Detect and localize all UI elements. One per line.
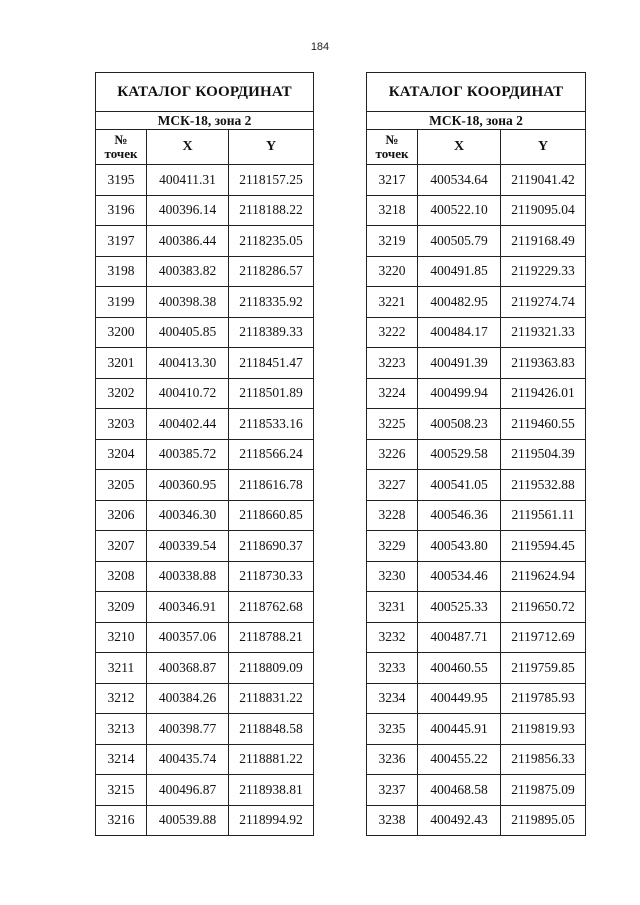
- table-row: [367, 470, 586, 501]
- y-coordinate-cell: 2118389.33: [229, 317, 314, 348]
- page-number: 184: [310, 41, 330, 53]
- catalog-title: КАТАЛОГ КООРДИНАТ: [96, 73, 314, 112]
- point-number-cell: 3228: [367, 500, 418, 531]
- point-number-cell: 3205: [96, 470, 147, 501]
- point-number-cell: 3232: [367, 622, 418, 653]
- x-coordinate-cell: 400487.71: [418, 622, 501, 653]
- y-coordinate-cell: 2119229.33: [501, 256, 586, 287]
- table-row: [96, 348, 314, 379]
- column-header-y: Y: [501, 130, 586, 165]
- y-coordinate-cell: 2119759.85: [501, 653, 586, 684]
- point-number-cell: 3203: [96, 409, 147, 440]
- x-coordinate-cell: 400534.46: [418, 561, 501, 592]
- y-coordinate-cell: 2118616.78: [229, 470, 314, 501]
- y-coordinate-cell: 2118881.22: [229, 744, 314, 775]
- y-coordinate-cell: 2119594.45: [501, 531, 586, 562]
- point-number-word: точек: [375, 146, 409, 161]
- y-coordinate-cell: 2118286.57: [229, 256, 314, 287]
- y-coordinate-cell: 2118235.05: [229, 226, 314, 257]
- x-coordinate-cell: 400546.36: [418, 500, 501, 531]
- table-row: [367, 287, 586, 318]
- table-row: [367, 592, 586, 623]
- x-coordinate-cell: 400525.33: [418, 592, 501, 623]
- y-coordinate-cell: 2118157.25: [229, 165, 314, 196]
- table-row: [367, 348, 586, 379]
- point-number-cell: 3200: [96, 317, 147, 348]
- x-coordinate-cell: 400460.55: [418, 653, 501, 684]
- point-number-cell: 3197: [96, 226, 147, 257]
- x-coordinate-cell: 400405.85: [147, 317, 229, 348]
- x-coordinate-cell: 400484.17: [418, 317, 501, 348]
- y-coordinate-cell: 2118690.37: [229, 531, 314, 562]
- table-row: [367, 744, 586, 775]
- point-number-cell: 3229: [367, 531, 418, 562]
- point-number-cell: 3216: [96, 805, 147, 836]
- table-row: [96, 744, 314, 775]
- table-row: [96, 165, 314, 196]
- point-number-cell: 3220: [367, 256, 418, 287]
- table-row: [96, 561, 314, 592]
- point-number-symbol: №: [385, 132, 399, 147]
- point-number-cell: 3214: [96, 744, 147, 775]
- x-coordinate-cell: 400455.22: [418, 744, 501, 775]
- table-row: [96, 226, 314, 257]
- x-coordinate-cell: 400346.30: [147, 500, 229, 531]
- point-number-cell: 3202: [96, 378, 147, 409]
- y-coordinate-cell: 2118762.68: [229, 592, 314, 623]
- x-coordinate-cell: 400360.95: [147, 470, 229, 501]
- x-coordinate-cell: 400534.64: [418, 165, 501, 196]
- point-number-cell: 3237: [367, 775, 418, 806]
- table-row: [367, 653, 586, 684]
- point-number-cell: 3207: [96, 531, 147, 562]
- point-number-cell: 3225: [367, 409, 418, 440]
- x-coordinate-cell: 400449.95: [418, 683, 501, 714]
- y-coordinate-cell: 2119460.55: [501, 409, 586, 440]
- x-coordinate-cell: 400543.80: [418, 531, 501, 562]
- x-coordinate-cell: 400339.54: [147, 531, 229, 562]
- x-coordinate-cell: 400385.72: [147, 439, 229, 470]
- table-row: [96, 683, 314, 714]
- point-number-cell: 3234: [367, 683, 418, 714]
- coordinate-system-subtitle: МСК-18, зона 2: [96, 112, 314, 130]
- x-coordinate-cell: 400383.82: [147, 256, 229, 287]
- table-row: [367, 195, 586, 226]
- point-number-word: точек: [104, 146, 138, 161]
- point-number-cell: 3204: [96, 439, 147, 470]
- table-row: [96, 500, 314, 531]
- x-coordinate-cell: 400346.91: [147, 592, 229, 623]
- y-coordinate-cell: 2118994.92: [229, 805, 314, 836]
- table-row: [96, 195, 314, 226]
- table-row: [367, 531, 586, 562]
- y-coordinate-cell: 2119041.42: [501, 165, 586, 196]
- x-coordinate-cell: 400508.23: [418, 409, 501, 440]
- table-row: [367, 378, 586, 409]
- point-number-cell: 3233: [367, 653, 418, 684]
- table-row: [367, 714, 586, 745]
- table-row: [367, 226, 586, 257]
- x-coordinate-cell: 400398.77: [147, 714, 229, 745]
- point-number-cell: 3221: [367, 287, 418, 318]
- y-coordinate-cell: 2119274.74: [501, 287, 586, 318]
- table-row: [96, 256, 314, 287]
- point-number-cell: 3212: [96, 683, 147, 714]
- y-coordinate-cell: 2119819.93: [501, 714, 586, 745]
- table-row: [367, 439, 586, 470]
- point-number-cell: 3196: [96, 195, 147, 226]
- y-coordinate-cell: 2119532.88: [501, 470, 586, 501]
- y-coordinate-cell: 2119875.09: [501, 775, 586, 806]
- x-coordinate-cell: 400541.05: [418, 470, 501, 501]
- table-row: [96, 409, 314, 440]
- point-number-cell: 3226: [367, 439, 418, 470]
- table-row: [96, 378, 314, 409]
- x-coordinate-cell: 400482.95: [418, 287, 501, 318]
- table-row: [96, 439, 314, 470]
- y-coordinate-cell: 2118788.21: [229, 622, 314, 653]
- x-coordinate-cell: 400338.88: [147, 561, 229, 592]
- y-coordinate-cell: 2119504.39: [501, 439, 586, 470]
- coordinate-catalog-table-left: [95, 72, 314, 836]
- table-row: [96, 317, 314, 348]
- y-coordinate-cell: 2119168.49: [501, 226, 586, 257]
- x-coordinate-cell: 400357.06: [147, 622, 229, 653]
- point-number-cell: 3236: [367, 744, 418, 775]
- x-coordinate-cell: 400492.43: [418, 805, 501, 836]
- x-coordinate-cell: 400413.30: [147, 348, 229, 379]
- y-coordinate-cell: 2118335.92: [229, 287, 314, 318]
- column-header-point-number: [96, 130, 147, 165]
- x-coordinate-cell: 400396.14: [147, 195, 229, 226]
- x-coordinate-cell: 400505.79: [418, 226, 501, 257]
- y-coordinate-cell: 2118188.22: [229, 195, 314, 226]
- x-coordinate-cell: 400402.44: [147, 409, 229, 440]
- point-number-cell: 3206: [96, 500, 147, 531]
- point-number-cell: 3217: [367, 165, 418, 196]
- column-header-y: Y: [229, 130, 314, 165]
- column-header-x: X: [418, 130, 501, 165]
- point-number-cell: 3215: [96, 775, 147, 806]
- point-number-cell: 3210: [96, 622, 147, 653]
- x-coordinate-cell: 400435.74: [147, 744, 229, 775]
- table-row: [367, 622, 586, 653]
- x-coordinate-cell: 400386.44: [147, 226, 229, 257]
- x-coordinate-cell: 400522.10: [418, 195, 501, 226]
- point-number-cell: 3201: [96, 348, 147, 379]
- x-coordinate-cell: 400529.58: [418, 439, 501, 470]
- y-coordinate-cell: 2118848.58: [229, 714, 314, 745]
- table-row: [367, 165, 586, 196]
- y-coordinate-cell: 2118809.09: [229, 653, 314, 684]
- x-coordinate-cell: 400496.87: [147, 775, 229, 806]
- table-row: [367, 683, 586, 714]
- y-coordinate-cell: 2119426.01: [501, 378, 586, 409]
- point-number-cell: 3209: [96, 592, 147, 623]
- x-coordinate-cell: 400368.87: [147, 653, 229, 684]
- y-coordinate-cell: 2119785.93: [501, 683, 586, 714]
- x-coordinate-cell: 400491.85: [418, 256, 501, 287]
- point-number-cell: 3227: [367, 470, 418, 501]
- point-number-cell: 3222: [367, 317, 418, 348]
- table-row: [96, 531, 314, 562]
- table-row: [96, 775, 314, 806]
- table-body: [96, 165, 314, 836]
- y-coordinate-cell: 2118451.47: [229, 348, 314, 379]
- x-coordinate-cell: 400491.39: [418, 348, 501, 379]
- point-number-cell: 3231: [367, 592, 418, 623]
- table-row: [96, 287, 314, 318]
- y-coordinate-cell: 2119624.94: [501, 561, 586, 592]
- y-coordinate-cell: 2118533.16: [229, 409, 314, 440]
- table-row: [367, 500, 586, 531]
- y-coordinate-cell: 2119712.69: [501, 622, 586, 653]
- table-row: [96, 470, 314, 501]
- point-number-cell: 3218: [367, 195, 418, 226]
- table-row: [96, 653, 314, 684]
- table-row: [367, 805, 586, 836]
- x-coordinate-cell: 400384.26: [147, 683, 229, 714]
- y-coordinate-cell: 2118501.89: [229, 378, 314, 409]
- x-coordinate-cell: 400468.58: [418, 775, 501, 806]
- coordinate-catalog-table-right: [366, 72, 586, 836]
- x-coordinate-cell: 400499.94: [418, 378, 501, 409]
- table-row: [367, 317, 586, 348]
- point-number-cell: 3224: [367, 378, 418, 409]
- point-number-cell: 3219: [367, 226, 418, 257]
- point-number-cell: 3211: [96, 653, 147, 684]
- point-number-cell: 3223: [367, 348, 418, 379]
- y-coordinate-cell: 2119650.72: [501, 592, 586, 623]
- coordinate-system-subtitle: МСК-18, зона 2: [367, 112, 586, 130]
- y-coordinate-cell: 2119363.83: [501, 348, 586, 379]
- point-number-cell: 3198: [96, 256, 147, 287]
- point-number-cell: 3199: [96, 287, 147, 318]
- table-row: [96, 592, 314, 623]
- point-number-cell: 3235: [367, 714, 418, 745]
- y-coordinate-cell: 2118831.22: [229, 683, 314, 714]
- y-coordinate-cell: 2119895.05: [501, 805, 586, 836]
- y-coordinate-cell: 2119321.33: [501, 317, 586, 348]
- x-coordinate-cell: 400410.72: [147, 378, 229, 409]
- table-row: [367, 775, 586, 806]
- table-row: [96, 622, 314, 653]
- y-coordinate-cell: 2119095.04: [501, 195, 586, 226]
- x-coordinate-cell: 400398.38: [147, 287, 229, 318]
- y-coordinate-cell: 2119561.11: [501, 500, 586, 531]
- column-header-point-number: [367, 130, 418, 165]
- y-coordinate-cell: 2118566.24: [229, 439, 314, 470]
- table-body: [367, 165, 586, 836]
- point-number-cell: 3213: [96, 714, 147, 745]
- catalog-title: КАТАЛОГ КООРДИНАТ: [367, 73, 586, 112]
- y-coordinate-cell: 2118660.85: [229, 500, 314, 531]
- y-coordinate-cell: 2119856.33: [501, 744, 586, 775]
- column-header-x: X: [147, 130, 229, 165]
- table-row: [96, 805, 314, 836]
- table-row: [367, 409, 586, 440]
- table-row: [367, 256, 586, 287]
- y-coordinate-cell: 2118730.33: [229, 561, 314, 592]
- x-coordinate-cell: 400411.31: [147, 165, 229, 196]
- x-coordinate-cell: 400539.88: [147, 805, 229, 836]
- table-row: [367, 561, 586, 592]
- point-number-symbol: №: [114, 132, 128, 147]
- point-number-cell: 3195: [96, 165, 147, 196]
- table-row: [96, 714, 314, 745]
- x-coordinate-cell: 400445.91: [418, 714, 501, 745]
- y-coordinate-cell: 2118938.81: [229, 775, 314, 806]
- point-number-cell: 3238: [367, 805, 418, 836]
- point-number-cell: 3230: [367, 561, 418, 592]
- point-number-cell: 3208: [96, 561, 147, 592]
